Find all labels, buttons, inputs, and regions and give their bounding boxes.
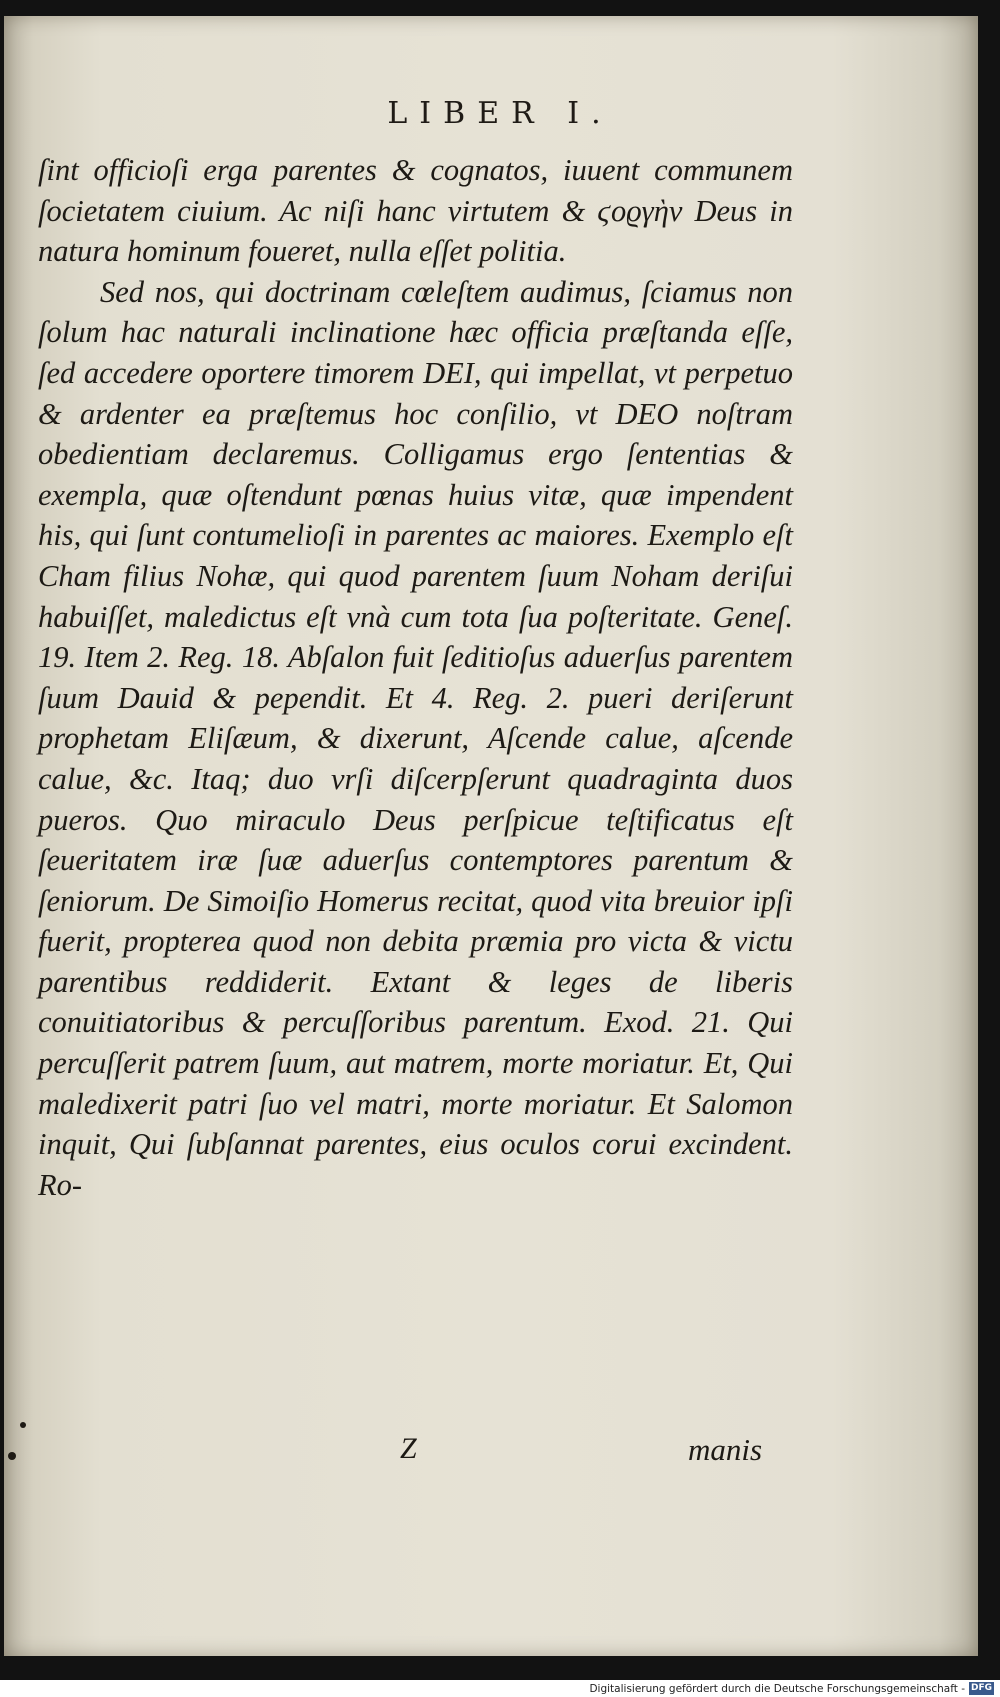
signature-mark: Z — [400, 1432, 417, 1465]
ink-speck — [8, 1452, 16, 1460]
body-text — [38, 150, 793, 1205]
running-header: LIBER I. — [387, 96, 613, 131]
footer-credit — [589, 1680, 994, 1697]
paragraph-2: Sed nos, qui doctrinam cœleſtem audimus, ſciamus non ſolum hac naturali inclinatione hæc officia præſtanda eſſe, ſed accedere oportere timorem DEI, qui impellat, vt perpetuo & ardenter ea præſtemus hoc conſilio, vt DEO noſtram obedientiam declaremus. Colligamus ergo ſententias & exempla, quæ oſtendunt pœnas huius vitæ, quæ impendent his, qui ſunt contumelioſi in parentes ac maiores. Exemplo eſt Cham filius Nohæ, qui quod parentem ſuum Noham deriſui habuiſſet, maledictus eſt vnà cum tota ſua poſteritate. Geneſ. 19. Item 2. Reg. 18. Abſalon fuit ſeditioſus aduerſus parentem ſuum Dauid & pependit. Et 4. Reg. 2. pueri deriſerunt prophetam Eliſæum, & dixerunt, Aſcende calue, aſcende calue, &c. Itaq; duo vrſi diſcerpſerunt quadraginta duos pueros. Quo miraculo Deus perſpicue teſtificatus eſt ſeueritatem iræ ſuæ aduerſus contemptores parentum & ſeniorum. De Simoiſio Homerus recitat, quod vita breuior ipſi fuerit, propterea quod non debita præmia pro victa & victu parentibus reddiderit. Extant & leges de liberis conuitiatoribus & percuſſoribus parentum. Exod. 21. Qui percuſſerit patrem ſuum, aut matrem, morte moriatur. Et, Qui maledixerit patri ſuo vel matri, morte moriatur. Et Salomon inquit, Qui ſubſannat parentes, eius oculos corui excindent. Ro- — [38, 274, 793, 1202]
dfg-logo: DFG — [970, 1683, 992, 1693]
paragraph-1: ſint officioſi erga parentes & cognatos, iuuent communem ſocietatem ciuium. Ac niſi hanc virtutem & ϛοϱγὴν Deus in natura hominum foueret, nulla eſſet politia. — [38, 153, 793, 269]
footer-credit-text: Digitalisierung gefördert durch die Deutsche Forschungsgemeinschaft - — [589, 1682, 965, 1695]
catchword: manis — [688, 1432, 763, 1467]
ink-speck — [20, 1422, 26, 1428]
